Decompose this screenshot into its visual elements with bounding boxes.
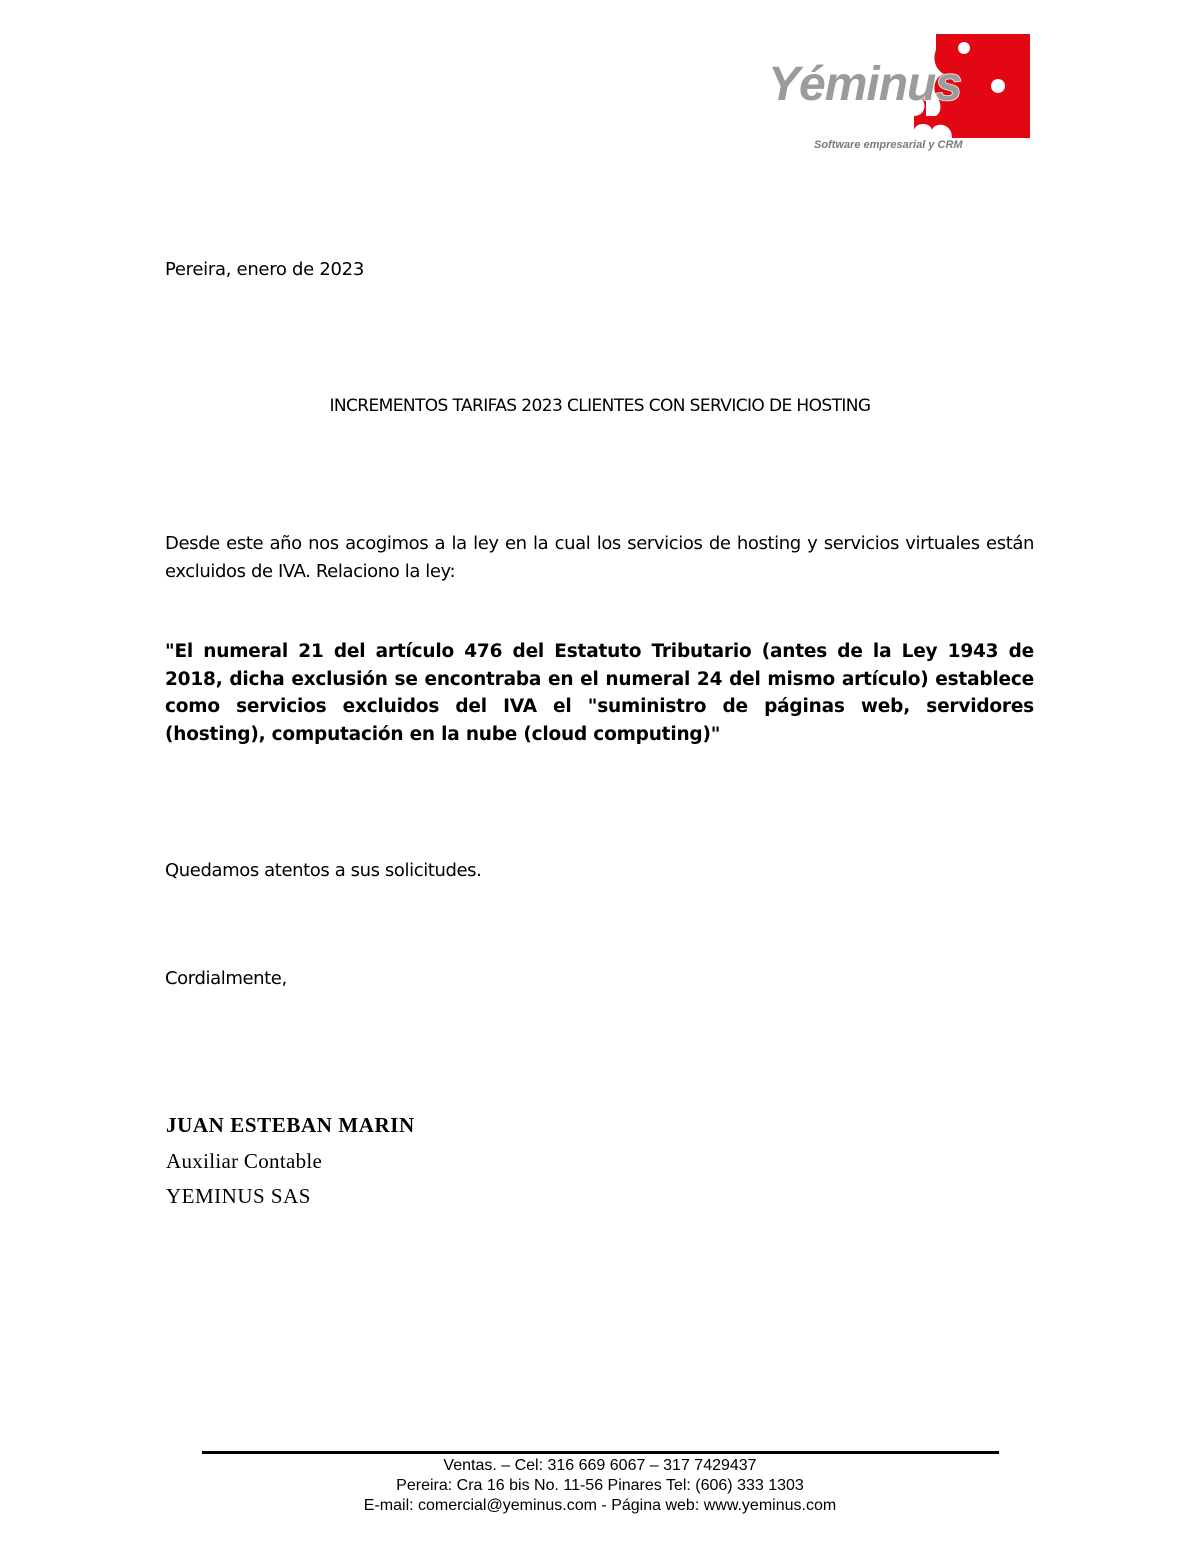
letter-title: INCREMENTOS TARIFAS 2023 CLIENTES CON SERVICIO DE HOSTING xyxy=(329,396,871,416)
puzzle-logo-graphic xyxy=(766,30,1032,154)
logo-wordmark: Yéminus xyxy=(768,58,962,111)
signature-company: YEMINUS SAS xyxy=(166,1184,311,1208)
law-quote: "El numeral 21 del artículo 476 del Estatuto Tributario (antes de la Ley 1943 de 2018, dicha exclusión se encontraba en el numeral 24 del mismo artículo) establece como servicios excluidos del IVA el "suministro de páginas web, servidores (hosting), computación en la nube (cloud computing)" xyxy=(165,641,1034,745)
company-logo xyxy=(766,30,1032,154)
footer-contact: E-mail: comercial@yeminus.com - Página web: www.yeminus.com xyxy=(363,1497,837,1514)
footer-divider xyxy=(202,1451,999,1454)
regards-line: Cordialmente, xyxy=(165,968,287,989)
signature-name: JUAN ESTEBAN MARIN xyxy=(166,1113,415,1137)
footer-address: Pereira: Cra 16 bis No. 11-56 Pinares Tel: (606) 333 1303 xyxy=(396,1477,804,1494)
letter-date: Pereira, enero de 2023 xyxy=(165,259,364,280)
footer-sales: Ventas. – Cel: 316 669 6067 – 317 7429437 xyxy=(443,1457,757,1474)
closing-line: Quedamos atentos a sus solicitudes. xyxy=(165,860,482,881)
logo-tagline: Software empresarial y CRM xyxy=(814,139,963,151)
signature-role: Auxiliar Contable xyxy=(166,1149,323,1173)
intro-paragraph: Desde este año nos acogimos a la ley en la cual los servicios de hosting y servicios virtuales están excluidos de IVA. Relaciono la ley: xyxy=(165,533,1034,582)
